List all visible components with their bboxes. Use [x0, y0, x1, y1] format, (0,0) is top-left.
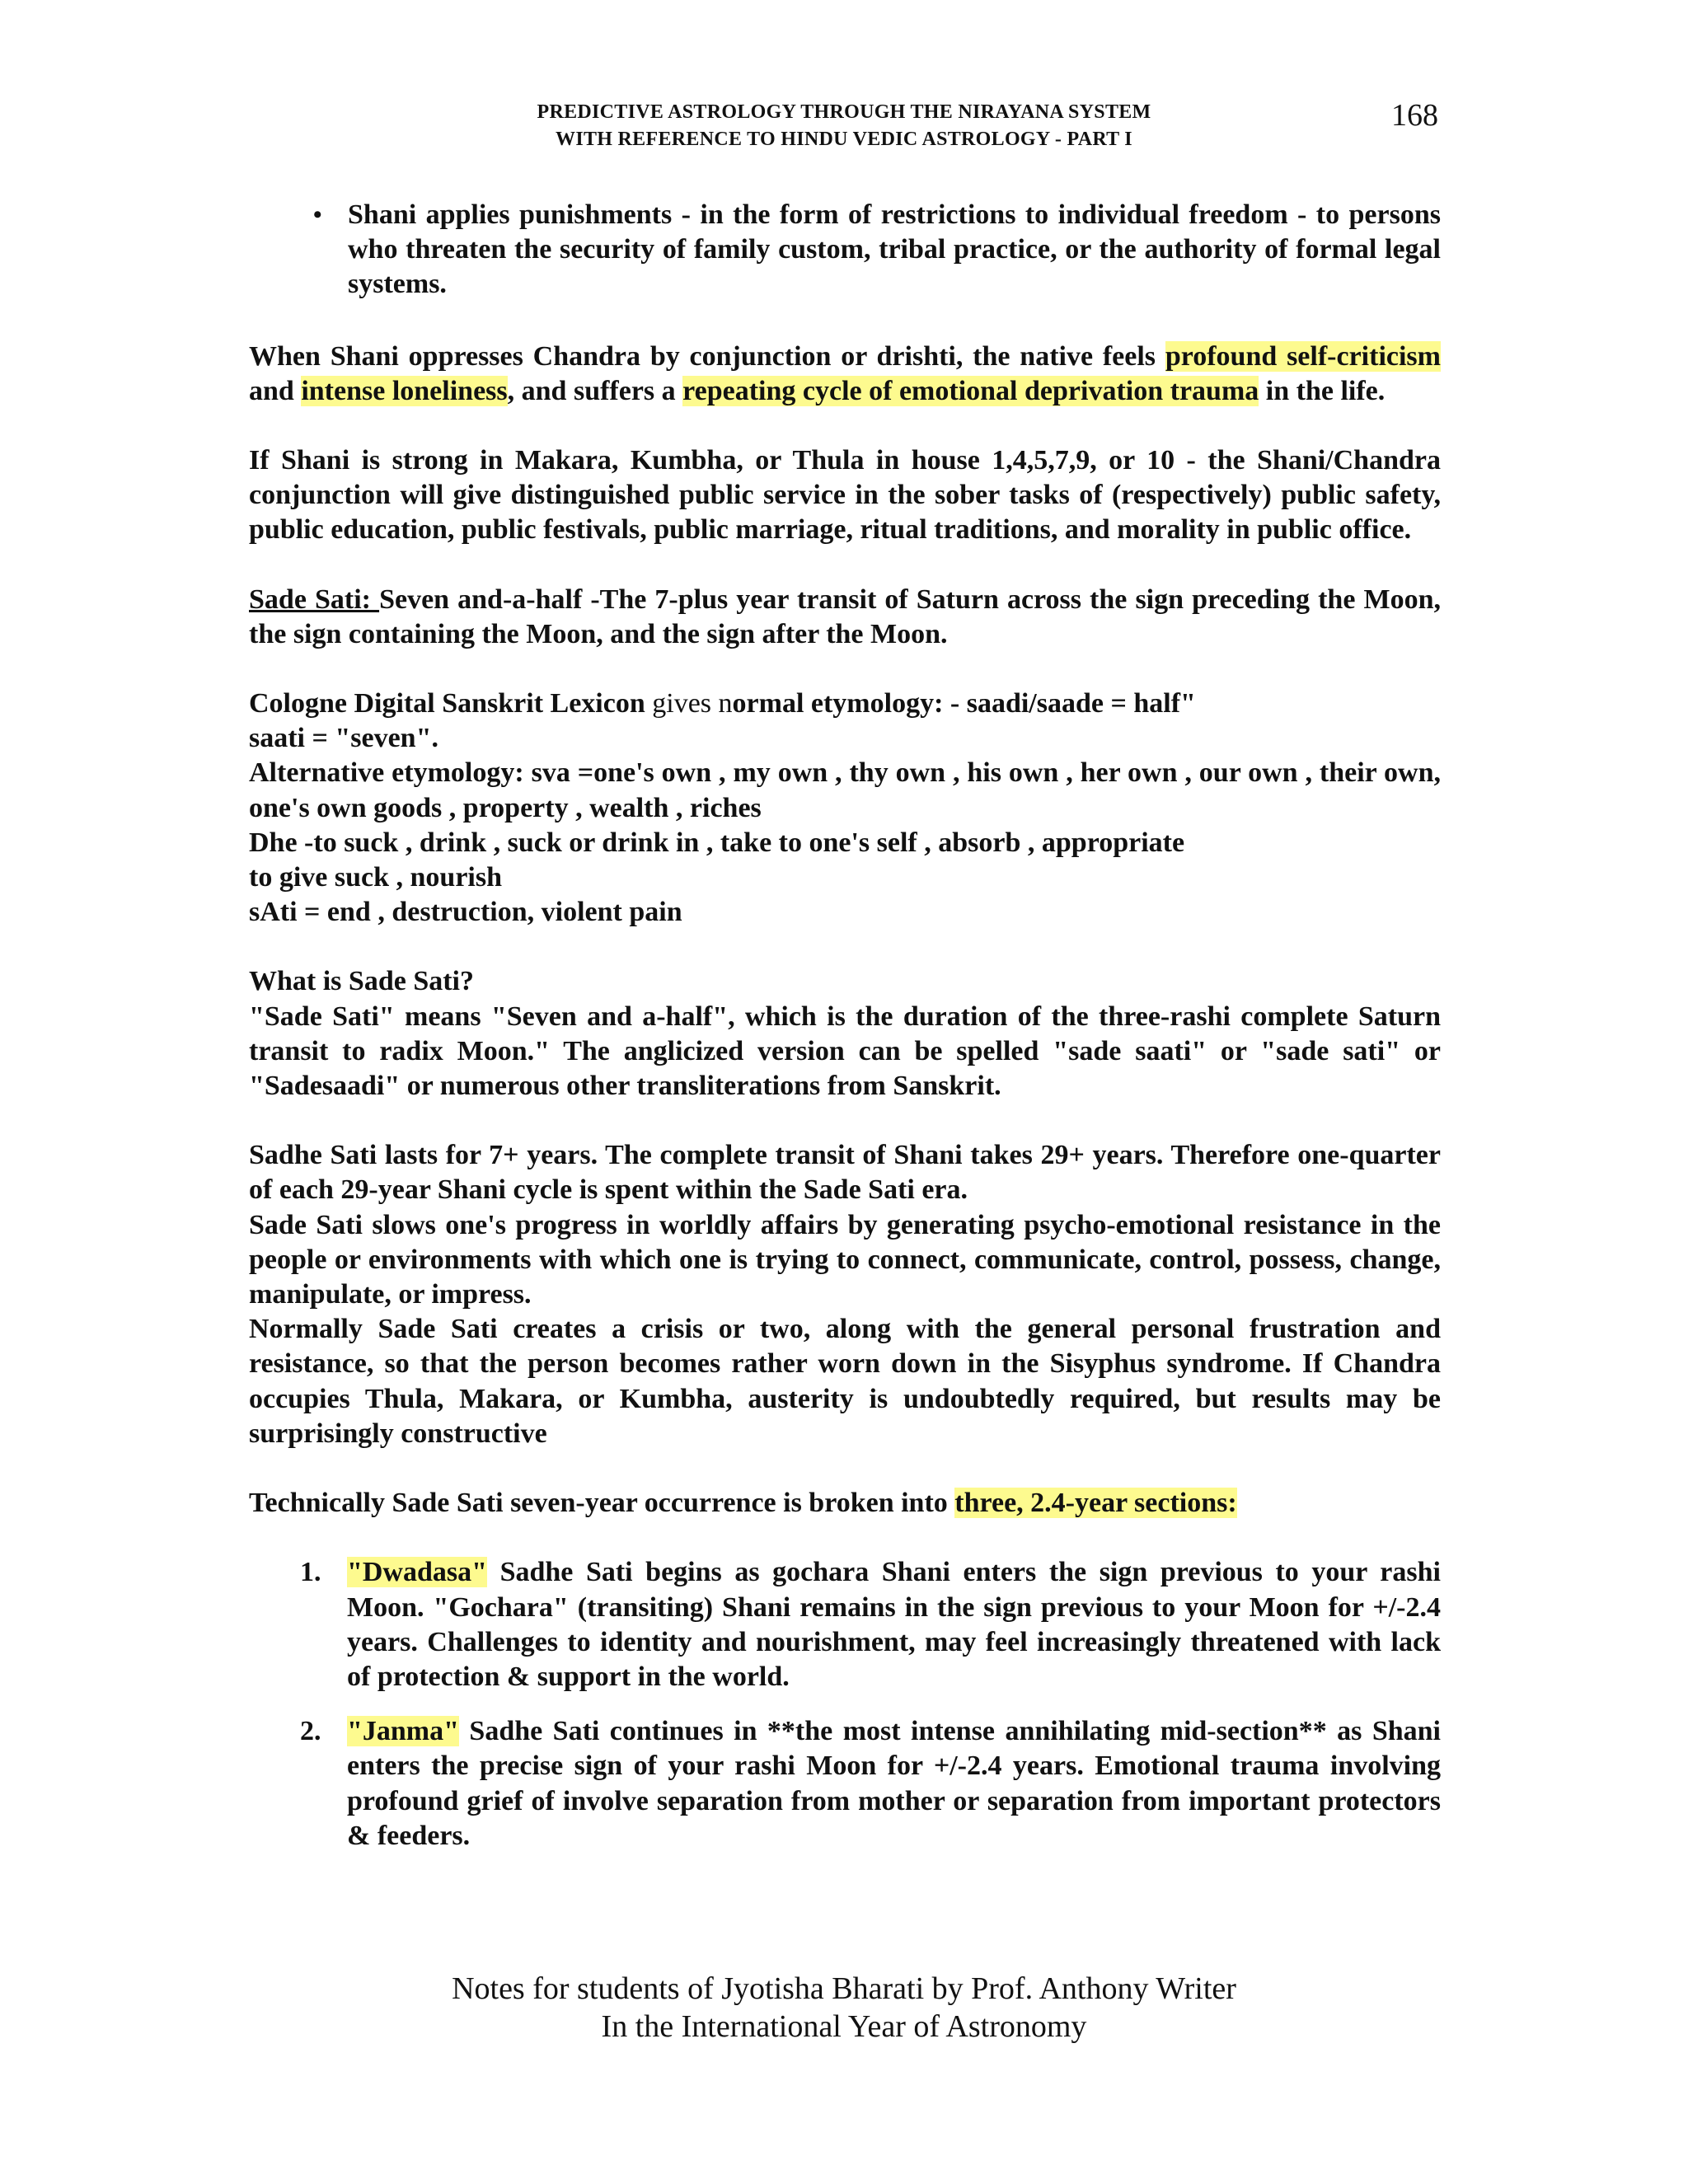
etymology-line-5: to give suck , nourish	[249, 862, 502, 893]
etymology-line-6: sAti = end , destruction, violent pain	[249, 897, 682, 928]
highlight-profound-self-criticism: profound self-criticism	[1165, 340, 1441, 372]
page-body	[249, 198, 1441, 1873]
page-number: 168	[1391, 98, 1438, 133]
paragraph-shani-strong: If Shani is strong in Makara, Kumbha, or Thula in house 1,4,5,7,9, or 10 - the Shani/Chandra conjunction will give distinguished public service in the sober tasks of (respectively) public safety, public education, public festivals, public marriage, ritual traditions, and morality in public office.	[249, 445, 1441, 546]
list-item	[300, 1555, 1441, 1694]
text-run: When Shani oppresses Chandra by conjunction or drishti, the native feels	[249, 340, 1165, 372]
highlight-intense-loneliness: intense loneliness	[301, 375, 508, 406]
paragraph-technically	[249, 1486, 1441, 1521]
list-item-number: 1.	[300, 1557, 321, 1588]
duration-block	[249, 1138, 1441, 1451]
list-item-number: 2.	[300, 1716, 321, 1747]
etymology-line-1	[249, 687, 1441, 721]
text-run: ormal etymology: - saadi/saade = half"	[732, 688, 1196, 719]
paragraph-sade-sati-definition	[249, 583, 1441, 652]
duration-paragraph-2: Sade Sati slows one's progress in worldly affairs by generating psycho-emotional resistance in the people or environments with which one is trying to connect, communicate, control, possess, change, manipulate, or impress.	[249, 1209, 1441, 1310]
footer-line-1: Notes for students of Jyotisha Bharati by Prof. Anthony Writer	[452, 1971, 1236, 2006]
text-run: and	[249, 375, 302, 406]
highlight-dwadasa: "Dwadasa"	[347, 1557, 487, 1588]
sade-sati-definition-text: Seven and-a-half -The 7-plus year transit of Saturn across the sign preceding the Moon, the sign containing the Moon, and the sign after the Moon.	[249, 583, 1441, 649]
bullet-item	[313, 198, 1441, 302]
highlight-repeating-cycle: repeating cycle of emotional deprivation trauma	[682, 375, 1259, 406]
highlight-janma: "Janma"	[347, 1716, 459, 1747]
etymology-line-4: Dhe -to suck , drink , suck or drink in , take to one's self , absorb , appropriate	[249, 827, 1185, 858]
bullet-icon: •	[313, 201, 322, 228]
what-is-text: "Sade Sati" means "Seven and a-half", which is the duration of the three-rashi complete Saturn transit to radix Moon." The anglicized version can be spelled "sade saati" or "sade sati" or "Sadesaadi" or numerous other transliterations from Sanskrit.	[249, 1001, 1441, 1102]
paragraph-oppresses	[249, 340, 1441, 409]
footer-line-2: In the International Year of Astronomy	[601, 2009, 1087, 2044]
text-run: gives n	[652, 688, 733, 719]
duration-paragraph-1: Sadhe Sati lasts for 7+ years. The complete transit of Shani takes 29+ years. Therefore one-quarter of each 29-year Shani cycle is spent within the Sade Sati era.	[249, 1140, 1441, 1206]
list-item-text: Sadhe Sati continues in **the most intense annihilating mid-section** as Shani enters the precise sign of your rashi Moon for +/-2.4 years. Emotional trauma involving profound grief of involve separation from mother or separation from important protectors & feeders.	[347, 1716, 1441, 1851]
lexicon-name: Cologne Digital Sanskrit Lexicon	[249, 688, 653, 719]
highlight-three-sections: three, 2.4-year sections:	[954, 1488, 1237, 1519]
header-line-1: PREDICTIVE ASTROLOGY THROUGH THE NIRAYANA SYSTEM	[537, 101, 1151, 123]
header-line-2: WITH REFERENCE TO HINDU VEDIC ASTROLOGY - PART I	[556, 129, 1132, 150]
text-run: Technically Sade Sati seven-year occurrence is broken into	[249, 1488, 955, 1519]
sade-sati-label: Sade Sati:	[249, 583, 380, 615]
duration-paragraph-3: Normally Sade Sati creates a crisis or two, along with the general personal frustration and resistance, so that the person becomes rather worn down in the Sisyphus syndrome. If Chandra occupies Thula, Makara, or Kumbha, austerity is undoubtedly required, but results may be surprisingly constructive	[249, 1314, 1441, 1449]
bullet-text: Shani applies punishments - in the form of restrictions to individual freedom - to persons who threaten the security of family custom, tribal practice, or the authority of formal legal systems.	[348, 199, 1441, 300]
page-footer	[0, 1970, 1688, 2046]
what-is-heading: What is Sade Sati?	[249, 966, 474, 997]
etymology-block	[249, 687, 1441, 930]
list-item-text: Sadhe Sati begins as gochara Shani enters the sign previous to your rashi Moon. "Gochara" (transiting) Shani remains in the sign previous to your Moon for +/-2.4 years. Challenges to identity and nourishment, may feel increasingly threatened with lack of protection & support in the world.	[347, 1557, 1441, 1692]
text-run: in the life.	[1259, 375, 1386, 406]
sections-list	[249, 1555, 1441, 1854]
text-run: , and suffers a	[507, 375, 683, 406]
list-item	[300, 1714, 1441, 1854]
etymology-line-2: saati = "seven".	[249, 723, 438, 754]
what-is-block	[249, 964, 1441, 1104]
etymology-line-3: Alternative etymology: sva =one's own , my own , thy own , his own , her own , our own , their own, one's own goods , property , wealth , riches	[249, 757, 1441, 823]
